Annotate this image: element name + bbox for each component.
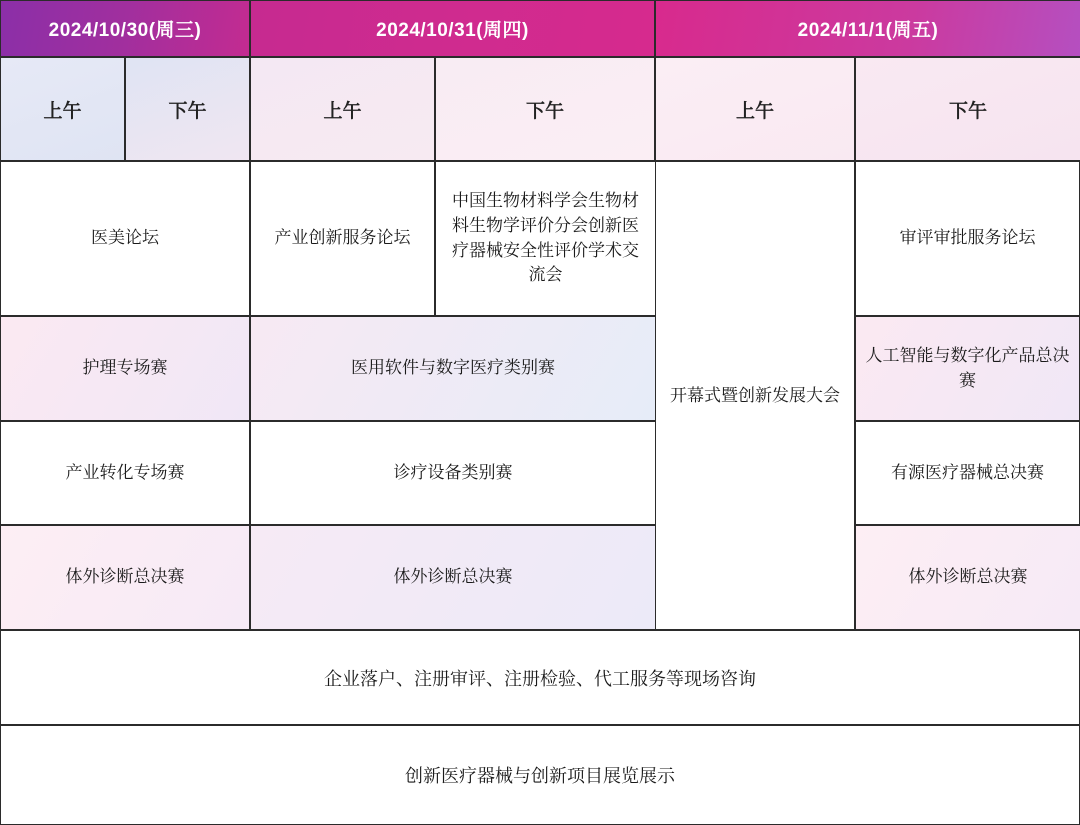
cell-transformation-contest: 产业转化专场赛 [0,421,250,525]
right-column [855,161,1080,630]
session-header-5: 上午 [655,57,855,161]
table-row [0,316,655,421]
schedule-body [0,161,1080,630]
cell-ivd-final-3: 体外诊断总决赛 [855,525,1080,630]
table-row [0,161,655,316]
session-header-3: 上午 [250,57,435,161]
cell-ai-digital-final: 人工智能与数字化产品总决赛 [855,316,1080,421]
cell-review-approval-forum: 审评审批服务论坛 [855,161,1080,316]
date-header-row [0,0,1080,57]
date-header-cell-3: 2024/11/1(周五) [655,0,1080,57]
cell-forum-medical-beauty: 医美论坛 [0,161,250,316]
cell-exhibition: 创新医疗器械与创新项目展览展示 [0,725,1080,825]
table-row [0,421,655,525]
cell-forum-biomaterials: 中国生物材料学会生物材料生物学评价分会创新医疗器械安全性评价学术交流会 [435,161,655,316]
cell-nursing-contest: 护理专场赛 [0,316,250,421]
cell-diagnostic-equipment-contest: 诊疗设备类别赛 [250,421,655,525]
cell-ivd-final-1: 体外诊断总决赛 [0,525,250,630]
center-column [655,161,855,630]
left-columns [0,161,655,630]
session-header-2: 下午 [125,57,250,161]
table-row [0,525,655,630]
cell-opening-ceremony: 开幕式暨创新发展大会 [655,161,855,630]
cell-forum-industry-innovation: 产业创新服务论坛 [250,161,435,316]
date-header-cell-2: 2024/10/31(周四) [250,0,655,57]
cell-onsite-consulting: 企业落户、注册审评、注册检验、代工服务等现场咨询 [0,630,1080,725]
session-header-1: 上午 [0,57,125,161]
cell-active-device-final: 有源医疗器械总决赛 [855,421,1080,525]
date-header-cell-1: 2024/10/30(周三) [0,0,250,57]
session-header-6: 下午 [855,57,1080,161]
cell-ivd-final-2: 体外诊断总决赛 [250,525,655,630]
session-header-row [0,57,1080,161]
cell-software-digital-contest: 医用软件与数字医疗类别赛 [250,316,655,421]
session-header-4: 下午 [435,57,655,161]
